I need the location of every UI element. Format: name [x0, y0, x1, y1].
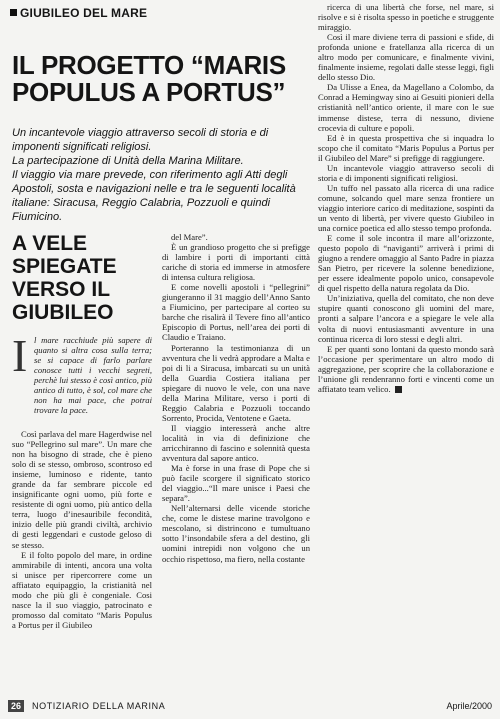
lead-quote-text: l mare racchiude più sapere di quanto si altra cosa sulla terra; se si capace di farlo parlare conosce tutti i vecchi segreti, perchè lui stesso è così antico, più antico di tutto, è sol, col mare che non ha mai pace, che potrai trovare la pace. [34, 335, 152, 416]
subhead-line: La partecipazione di Unità della Marina Militare. [12, 155, 244, 167]
square-bullet-icon [10, 9, 17, 16]
paragraph: Così il mare diviene terra di passioni e sfide, di profonda unione e fratellanza alla ricerca di un altro modo per comunicare, e finalmente vivini, finalmente insieme, regolati dalle stesse leggi, figli dello stesso Dio. [318, 32, 494, 83]
end-of-article-icon [395, 386, 402, 393]
paragraph: E come novelli apostoli i “pellegrini” giungeranno il 31 maggio dell’Anno Santo a Fiumicino, per partecipare al corteo su barche che risalirà il Tevere fino all’antico Episcopio di Portus, nell’area dei porti di Claudio e Traiano. [162, 282, 310, 343]
paragraph: E il folto popolo del mare, in ordine ammirabile di intenti, ancora una volta si unisce per ripercorrere come un affiatato equipaggio, la cristianità nel modo che più gli è congeniale. Cosi nasce la il suo viaggio, patrocinato e promosso dal comitato “Maris Populus a Portus per il Giubileo [12, 549, 152, 630]
page-footer [6, 700, 492, 714]
drop-cap: I [12, 335, 28, 381]
paragraph [318, 344, 494, 394]
section-label [10, 6, 147, 20]
magazine-name: NOTIZIARIO DELLA MARINA [32, 701, 166, 711]
paragraph: ricerca di una libertà che forse, nel mare, si risolve e si è risolta spesso in poetiche e struggente miraggio. [318, 2, 494, 33]
paragraph: Così parlava del mare Hagerdwise nel suo “Pellegrino sul mare”. Un mare che non ha bisogno di strade, che è pieno solo di se stesso, ombroso, scontroso ed insieme, luminoso e ridente, tanto grande da far sembrare piccole ed insignificante ogni uomo, più forte e resistente di ogni uomo, più antico della terra, luogo d’inesauribile fecondità, inizio delle più grandi civiltà, archivio di gesti leggendari e custode geloso di se stesso. [12, 429, 152, 550]
paragraph: del Mare”. [171, 232, 208, 242]
article-column-1 [12, 335, 152, 695]
subhead [12, 126, 304, 224]
paragraph: Ma è forse in una frase di Pope che si può facile scorgere il significato storico del viaggio...“Il mare unisce i Paesi che separa”. [162, 463, 310, 504]
issue-date: Aprile/2000 [446, 701, 492, 711]
article-column-2 [162, 232, 310, 690]
paragraph: Il viaggio interesserà anche altre località in via di definizione che arricchiranno di fascino e solennità questa avventura dal sapore antico. [162, 422, 310, 464]
headline: IL PROGETTO “MARIS POPULUS A PORTUS” [12, 50, 286, 107]
paragraph: Porteranno la testimonianza di un avventura che li vedrà approdare a Malta e poi di li a Siracusa, imbarcati su un unità della Guardia Costiera italiana per spiegare di nuovo le vele, con una nave della Marina Militare, verso i porti di Reggio Calabria e Pozzuoli toccando Sorrento, Procida, Ventotene e Gaeta. [162, 342, 310, 423]
subhead-line: Un incantevole viaggio attraverso secoli di storia e di imponenti significati religiosi. [12, 127, 269, 153]
page-number: 26 [8, 700, 24, 712]
paragraph: Un incantevole viaggio attraverso secoli di storia e di imponenti significati religiosi. [318, 162, 494, 183]
paragraph-text: E per quanti sono lontani da questo mondo sarà l’occasione per sperimentare un altro modo di aggregazione, per scoprire che la collaborazione e l’unione gli rendenranno forti e vincenti come un affiatato team velico. [318, 343, 494, 394]
paragraph: Nell’alternarsi delle vicende storiche che, come le distese marine travolgono e mescolano, si distrincono e tumultuano sotto l’insondabile sfera a del destino, gli uomini intrepidi non volgono che un occhio rispettoso, ma fiero, nella costante [162, 503, 310, 564]
paragraph: Da Ulisse a Enea, da Magellano a Colombo, da Conrad a Hemingway sino ai Gesuiti pionieri della cristianità nell’antico oriente, il mare con le sue immense distese, terra di nessuno, diviene crocevia di culture e popoli. [318, 82, 494, 133]
paragraph: È un grandioso progetto che si prefigge di lambire i porti di importanti città cariche di storia ed immerse in atmosfere di intensa cultura religiosa. [162, 242, 310, 283]
subhead-line: Il viaggio via mare prevede, con riferimento agli Atti degli Apostoli, sosta e navigazioni nelle e tra le seguenti località italiane: Siracusa, Reggio Calabria, Pozzuoli e quindi Fiumicino. [12, 169, 296, 223]
side-headline: A VELE SPIEGATE VERSO IL GIUBILEO [12, 232, 117, 324]
lead-quote [12, 335, 152, 427]
paragraph: Un’iniziativa, quella del comitato, che non deve stupire quanti conoscono gli uomini del mare, pronti a salpare l’ancora e a spiegare le vele alla volta di nuovi entusiasmanti avventure in una continua ricerca di loro stessi e degli altri. [318, 293, 494, 344]
article-column-3 [318, 2, 494, 692]
paragraph: E come il sole incontra il mare all’orizzonte, questo popolo di “naviganti” arriverà i primi di giugno a rendere omaggio al Santo Padre in piazza San Pietro, per ricevere la solenne benedizione, per essere idealmente popolo unico, consapevole di quel rispetto della natura regolata da Dio. [318, 233, 494, 294]
paragraph: Ed è in questa prospettiva che si inquadra lo scopo che il comitato “Maris Populus a Portus per il Giubileo del Mare” si prefigge di raggiungere. [318, 132, 494, 163]
paragraph: Un tuffo nel passato alla ricerca di una radice comune, solcando quel mare senza frontiere un viaggio interiore carico di meditazione, sospinti da un vento di libertà, per vivere questo Giubileo in una cornice poetica ed allo stesso tempo profonda. [318, 182, 494, 234]
section-label-text: GIUBILEO DEL MARE [20, 6, 148, 20]
